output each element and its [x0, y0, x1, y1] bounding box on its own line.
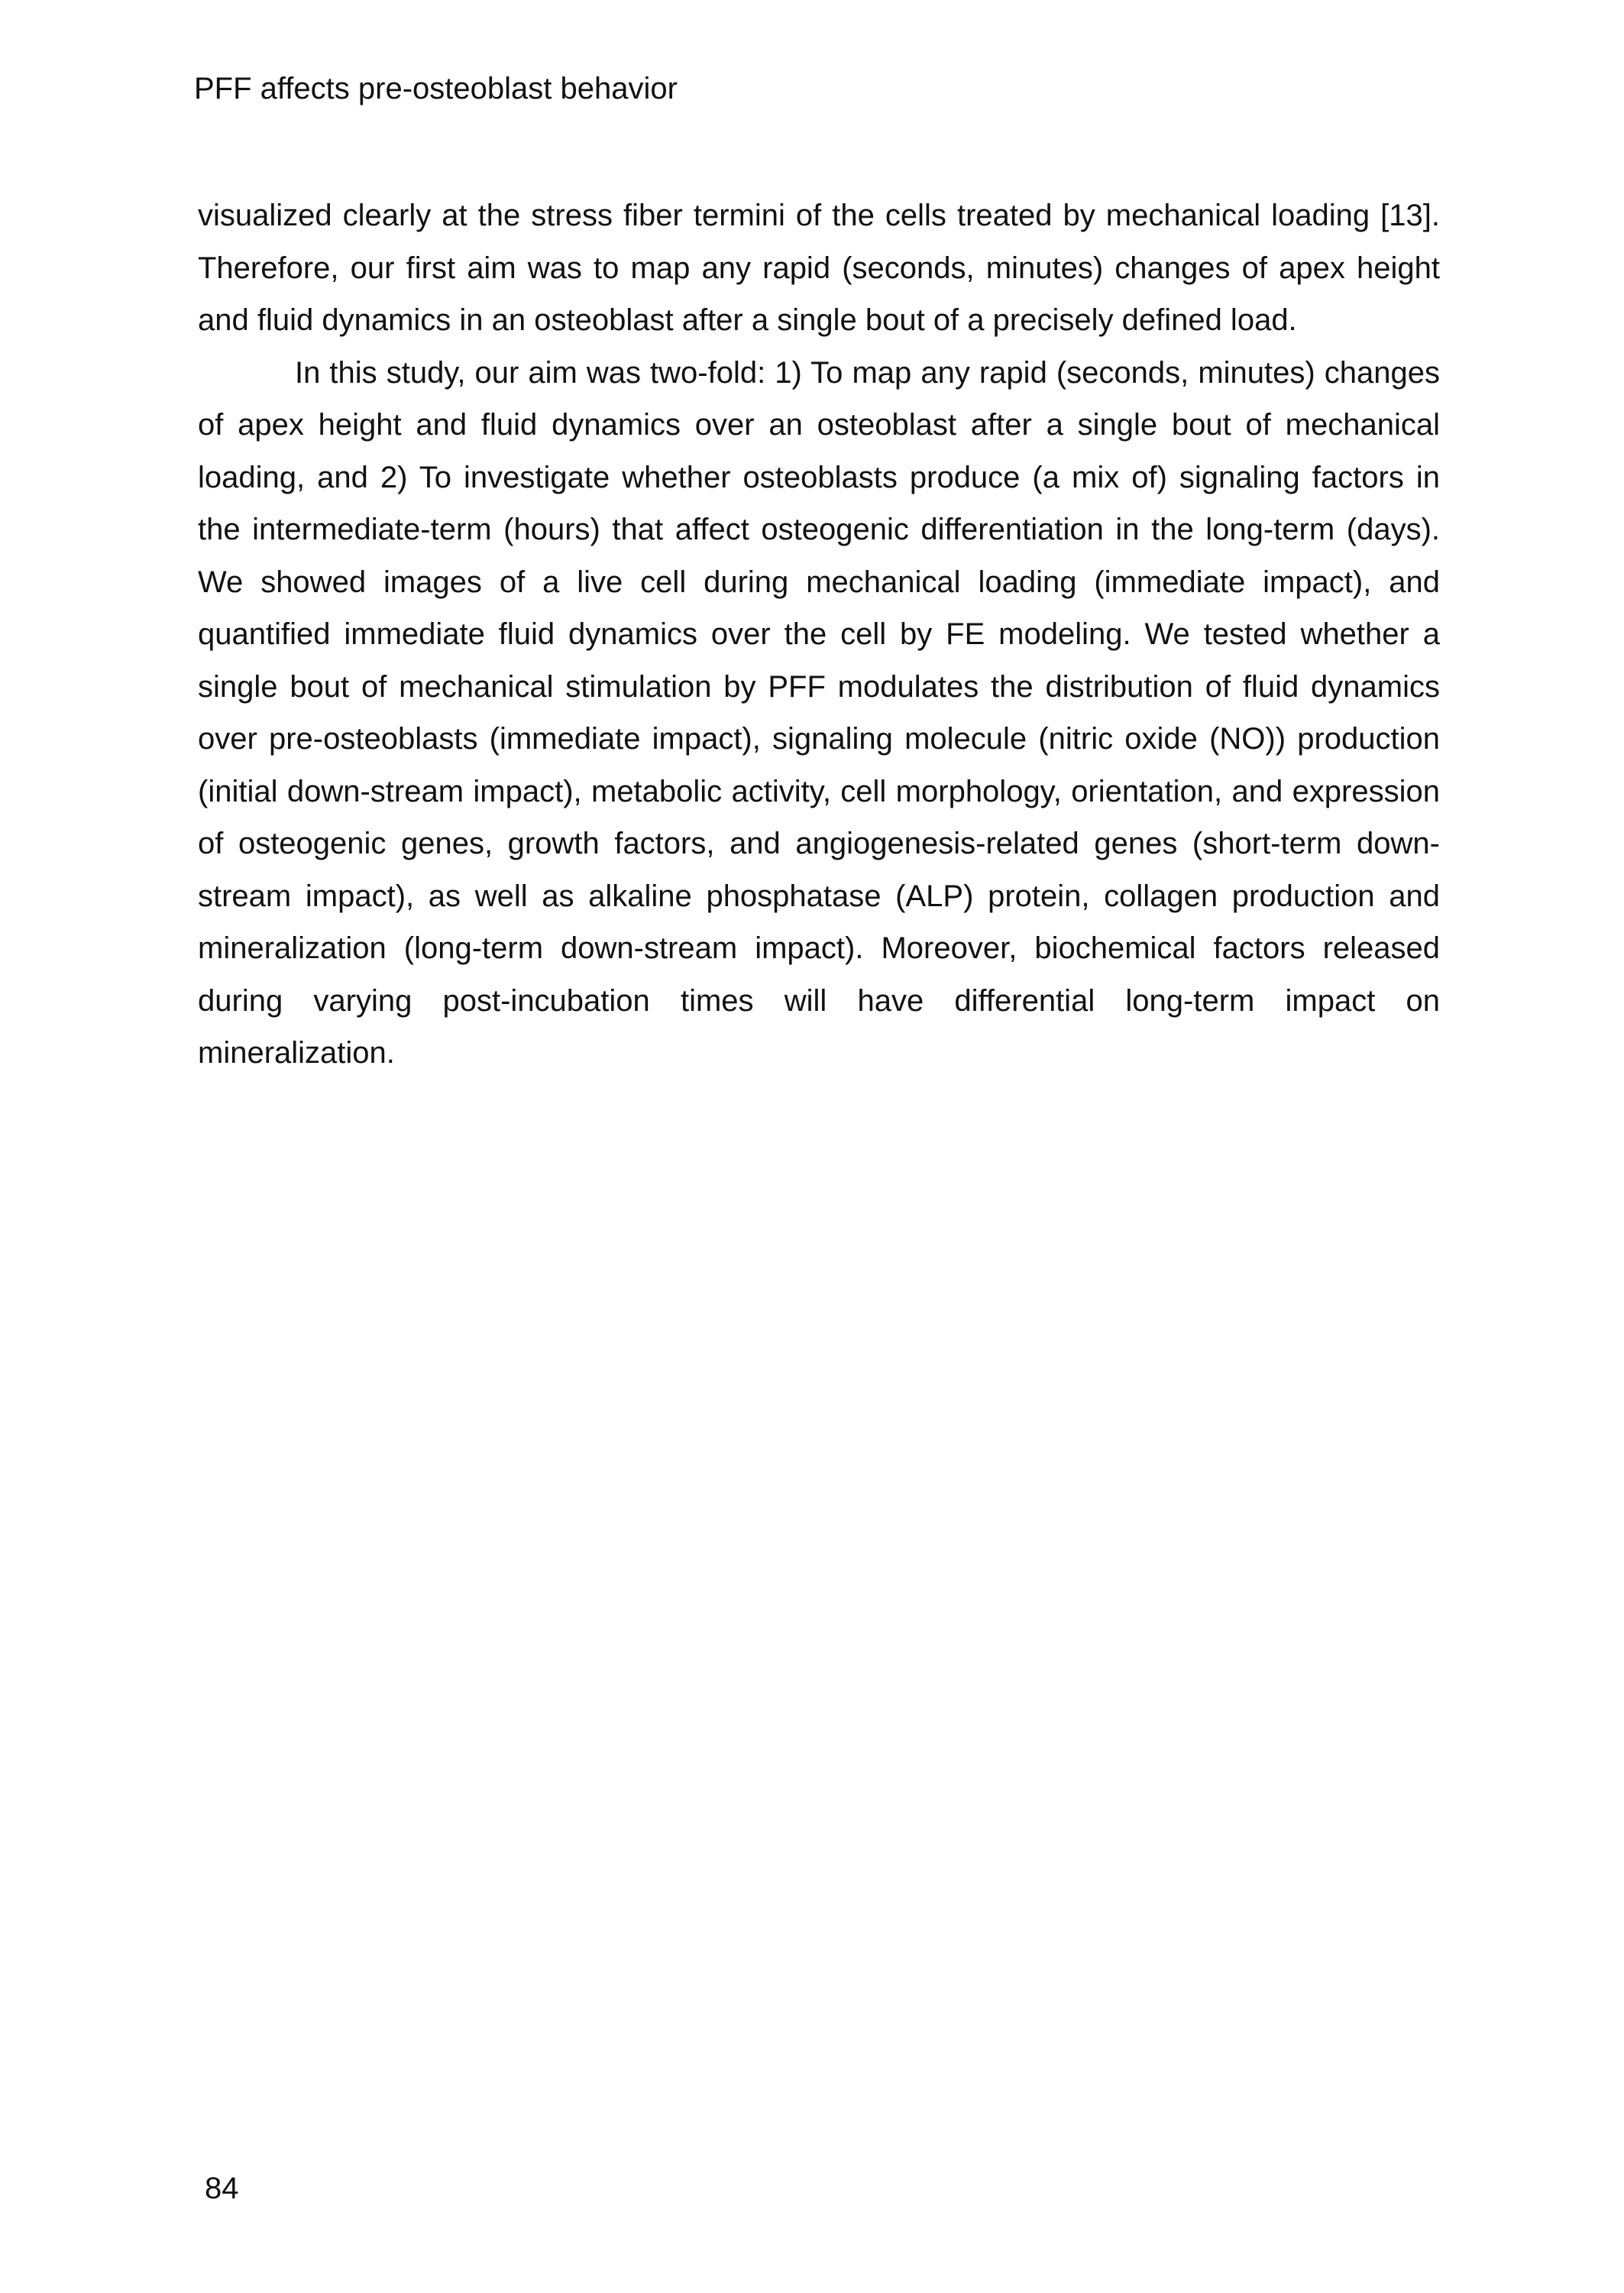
- paragraph-study-aim: In this study, our aim was two-fold: 1) To map any rapid (seconds, minutes) changes of apex height and fluid dynamics over an osteoblast after a single bout of mechanical loading, and 2) To investigate whether osteoblasts produce (a mix of) signaling factors in the intermediate-term (hours) that affect osteogenic differentiation in the long-term (days). We showed images of a live cell during mechanical loading (immediate impact), and quantified immediate fluid dynamics over the cell by FE modeling. We tested whether a single bout of mechanical stimulation by PFF modulates the distribution of fluid dynamics over pre-osteoblasts (immediate impact), signaling molecule (nitric oxide (NO)) production (initial down-stream impact), metabolic activity, cell morphology, orientation, and expression of osteogenic genes, growth factors, and angiogenesis-related genes (short-term down-stream impact), as well as alkaline phosphatase (ALP) protein, collagen production and mineralization (long-term down-stream impact). Moreover, biochemical factors released during varying post-incubation times will have differential long-term impact on mineralization.: [198, 355, 1440, 1070]
- paragraph-continued: visualized clearly at the stress fiber termini of the cells treated by mechanical loading [13]. Therefore, our first aim was to map any rapid (seconds, minutes) changes of apex height and fluid dynamics in an osteoblast after a single bout of a precisely defined load.: [198, 199, 1440, 337]
- page-number: 84: [205, 2172, 239, 2205]
- body-text: [198, 189, 1440, 1080]
- running-header: PFF affects pre-osteoblast behavior: [194, 72, 678, 105]
